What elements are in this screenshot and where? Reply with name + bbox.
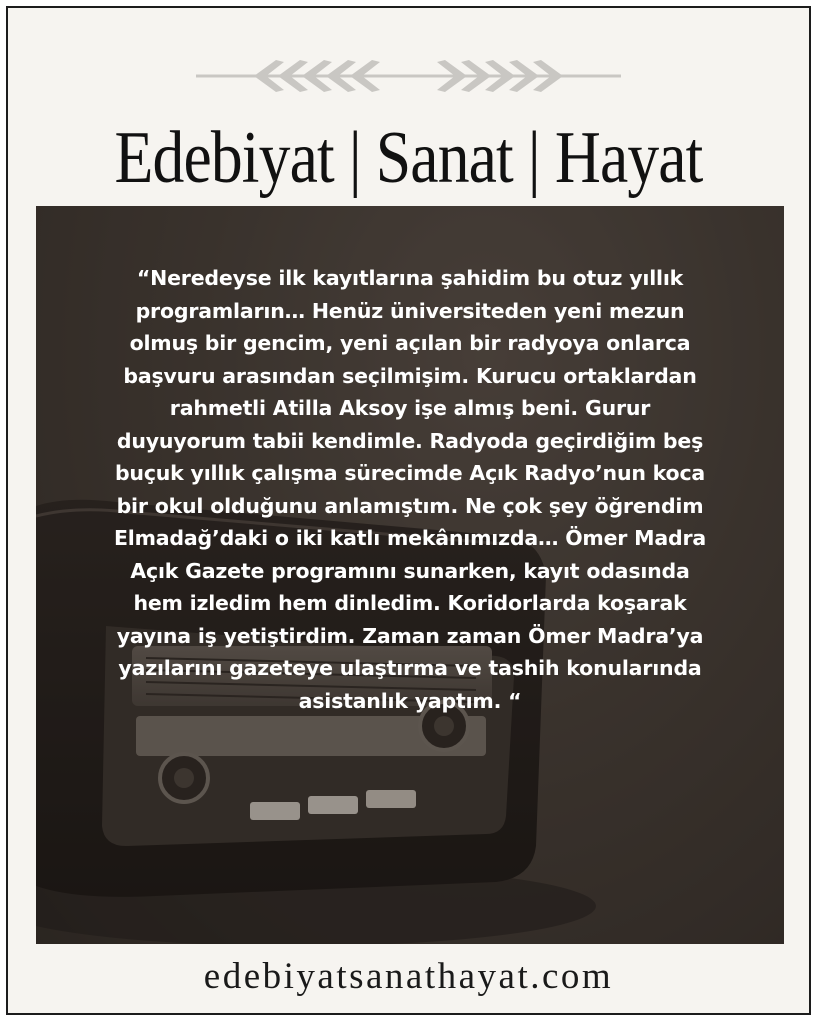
site-url: edebiyatsanathayat.com <box>203 956 614 997</box>
quote-card <box>6 6 811 1015</box>
quote-text: “Neredeyse ilk kayıtlarına şahidim bu otuz yıllık programların… Henüz üniversiteden yeni mezun olmuş bir gencim, yeni açılan bir radyoya onlarca başvuru arasından seçilmişim. Kurucu ortaklardan rahmetli Atilla Aksoy işe almış beni. Gurur duyuyorum tabii kendimle. Radyoda geçirdiğim beş buçuk yıllık çalışma sürecimde Açık Radyo’nun koca bir okul olduğunu anlamıştım. Ne çok şey öğrendim Elmadağ’daki o iki katlı mekânımızda… Ömer Madra Açık Gazete programını sunarken, kayıt odasında hem izledim hem dinledim. Koridorlarda koşarak yayına iş yetiştirdim. Zaman zaman Ömer Madra’ya yazılarını gazeteye ulaştırma ve tashih konularında asistanlık yaptım. “ <box>113 266 706 713</box>
laurel-branch-icon <box>196 56 621 96</box>
photo-panel <box>36 206 784 944</box>
brand-title: Edebiyat | Sanat | Hayat <box>114 117 703 199</box>
